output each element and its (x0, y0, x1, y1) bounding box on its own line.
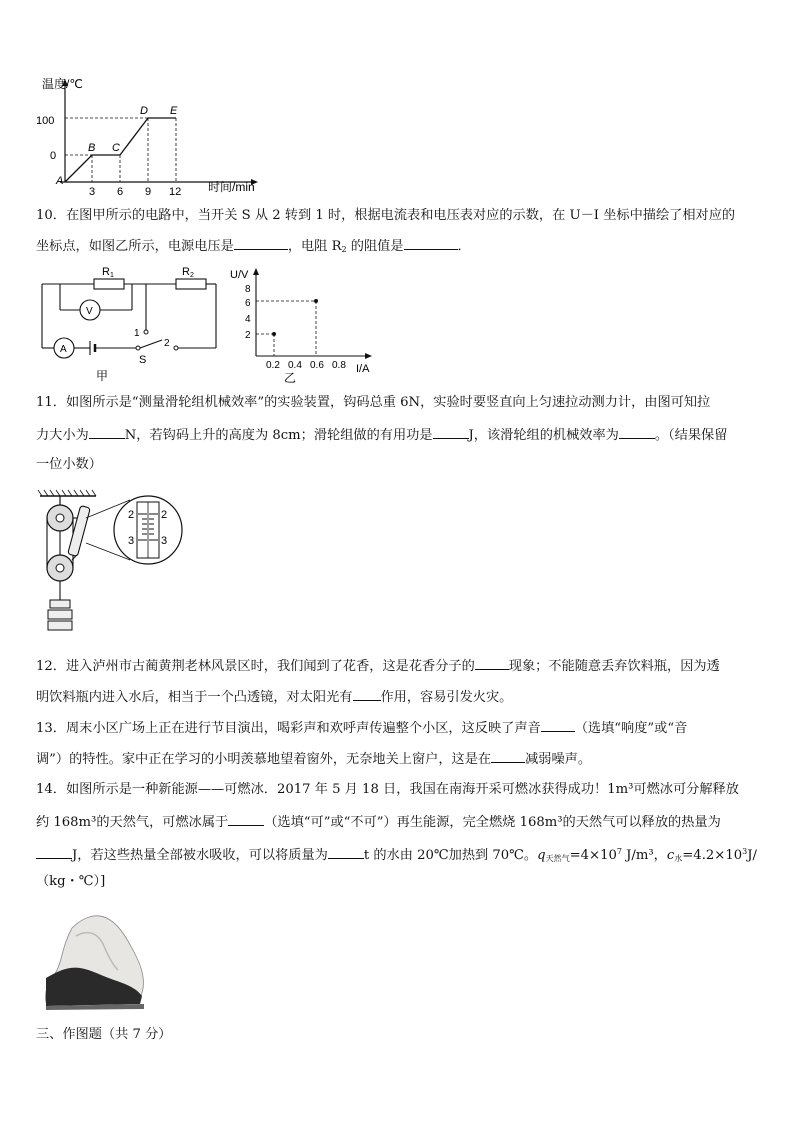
temperature-time-graph (30, 70, 270, 200)
ui-y-tick-4: 4 (245, 314, 251, 325)
q11-line-1: 11．如图所示是“测量滑轮组机械效率”的实验装置，钩码总重 6N，实验时要竖直向上匀速拉动测力计，由图可知拉 (36, 395, 711, 410)
q10-blank-resistance[interactable] (404, 236, 458, 250)
ammeter-label: A (60, 344, 67, 355)
q14-line-3: J，若这些热量全部被水吸收，可以将质量为 t 的水由 20℃加热到 70℃。$q_{天然气}=4\times 10^7$ J/m³，$c_水=4.2\times 10^3J/$ (36, 843, 757, 868)
q12-line-2: 明饮料瓶内进入水后，相当于一个凸透镜，对太阳光有 作用，容易引发火灾。 (36, 687, 512, 707)
ui-y-tick-6: 6 (245, 298, 251, 309)
x-tick-6: 6 (117, 186, 124, 198)
point-b: B (88, 142, 96, 154)
svg-text:R2: R2 (182, 266, 194, 279)
q14-line-2: 约 168m³的天然气，可燃冰属于 （选填“可”或“不可”）再生能源，完全燃烧 168m³的天然气可以释放的热量为 (36, 812, 721, 832)
ui-x-tick-0-4: 0.4 (288, 360, 302, 371)
contact-2-label: 2 (164, 338, 170, 349)
q11-blank-force[interactable] (89, 425, 125, 439)
svg-text:2: 2 (128, 509, 135, 521)
x-tick-3: 3 (89, 186, 96, 198)
u-i-graph-yi (228, 264, 388, 384)
temp-graph-ylabel: 温度/℃ (42, 77, 83, 91)
x-tick-12: 12 (169, 186, 182, 198)
q11-blank-work[interactable] (433, 425, 469, 439)
q13-line-1: 13．周末小区广场上正在进行节目演出，喝彩声和欢呼声传遍整个小区，这反映了声音 （选填“响度”或“音 (36, 718, 687, 738)
point-d: D (140, 105, 148, 117)
ui-x-tick-0-6: 0.6 (310, 360, 324, 371)
resistor-r2 (176, 279, 206, 289)
data-point-lower (272, 332, 276, 336)
q14-blank-heat[interactable] (36, 845, 72, 859)
q13-line-2: 调”）的特性。家中正在学习的小明羡慕地望着窗外，无奈地关上窗户，这是在 减弱噪声。 (36, 749, 591, 769)
q14-line-4: （kg・℃）] (36, 874, 106, 889)
svg-text:R1: R1 (102, 266, 114, 279)
q11-line-2: 力大小为 N，若钩码上升的高度为 8cm；滑轮组做的有用功是 J，该滑轮组的机械效率为 。（结果保留 (36, 425, 727, 445)
q14-line-1: 14．如图所示是一种新能源——可燃冰．2017 年 5 月 18 日，我国在南海开采可燃冰获得成功！1m³可燃冰可分解释放 (36, 782, 739, 797)
q13-blank-property[interactable] (541, 718, 575, 732)
q12-line-1: 12．进入泸州市古蔺黄荆老林风景区时，我们闻到了花香，这是花香分子的 现象；不能随意丢弃饮料瓶，因为透 (36, 656, 720, 676)
fig-jia-label: 甲 (96, 369, 109, 383)
ui-graph-xlabel: I/A (356, 363, 370, 375)
data-point-upper (314, 299, 318, 303)
point-e: E (170, 105, 178, 117)
x-tick-9: 9 (145, 186, 152, 198)
point-c: C (112, 142, 120, 154)
r2-label: R (182, 266, 190, 278)
q14-blank-mass[interactable] (328, 845, 364, 859)
hook-weight-3 (48, 621, 72, 630)
y-tick-0: 0 (50, 150, 57, 162)
q11-line-3: 一位小数） (36, 457, 102, 472)
q13-blank-location[interactable] (491, 749, 525, 763)
contact-1-label: 1 (134, 328, 140, 339)
q12-blank-effect[interactable] (353, 687, 381, 701)
hook-weight-1 (50, 600, 70, 608)
hook-weight-2 (48, 610, 72, 619)
temp-graph-xlabel: 时间/min (208, 180, 255, 194)
r1-label: R (102, 266, 110, 278)
svg-text:2: 2 (161, 509, 168, 521)
svg-text:3: 3 (161, 535, 168, 547)
switch-label: S (139, 354, 147, 366)
combustible-ice-photo (40, 906, 150, 1010)
resistor-r1 (94, 279, 124, 289)
pulley-system-figure (36, 488, 186, 640)
circuit-diagram-jia (36, 262, 226, 382)
ui-graph-ylabel: U/V (230, 269, 249, 281)
point-a: A (56, 175, 64, 187)
fig-yi-label: 乙 (284, 371, 297, 385)
q10-line-1: 10．在图甲所示的电路中，当开关 S 从 2 转到 1 时，根据电流表和电压表对应的示数，在 U－I 坐标中描绘了相对应的 (36, 208, 736, 223)
section-3-heading: 三、作图题（共 7 分） (36, 1027, 172, 1042)
ui-y-tick-2: 2 (245, 330, 251, 341)
svg-text:3: 3 (128, 535, 135, 547)
q12-blank-phenomenon[interactable] (475, 656, 509, 670)
ui-y-tick-8: 8 (245, 284, 251, 295)
ui-x-tick-0-8: 0.8 (332, 360, 346, 371)
q10-blank-voltage[interactable] (234, 236, 288, 250)
q11-blank-efficiency[interactable] (619, 425, 655, 439)
q14-blank-renewable[interactable] (228, 812, 264, 826)
ui-x-tick-0-2: 0.2 (266, 360, 280, 371)
voltmeter-label: V (86, 306, 93, 317)
q10-line-2: 坐标点，如图乙所示，电源电压是 ，电阻 $R_2$ 的阻值是 ． (36, 236, 471, 259)
y-tick-100: 100 (36, 115, 55, 127)
